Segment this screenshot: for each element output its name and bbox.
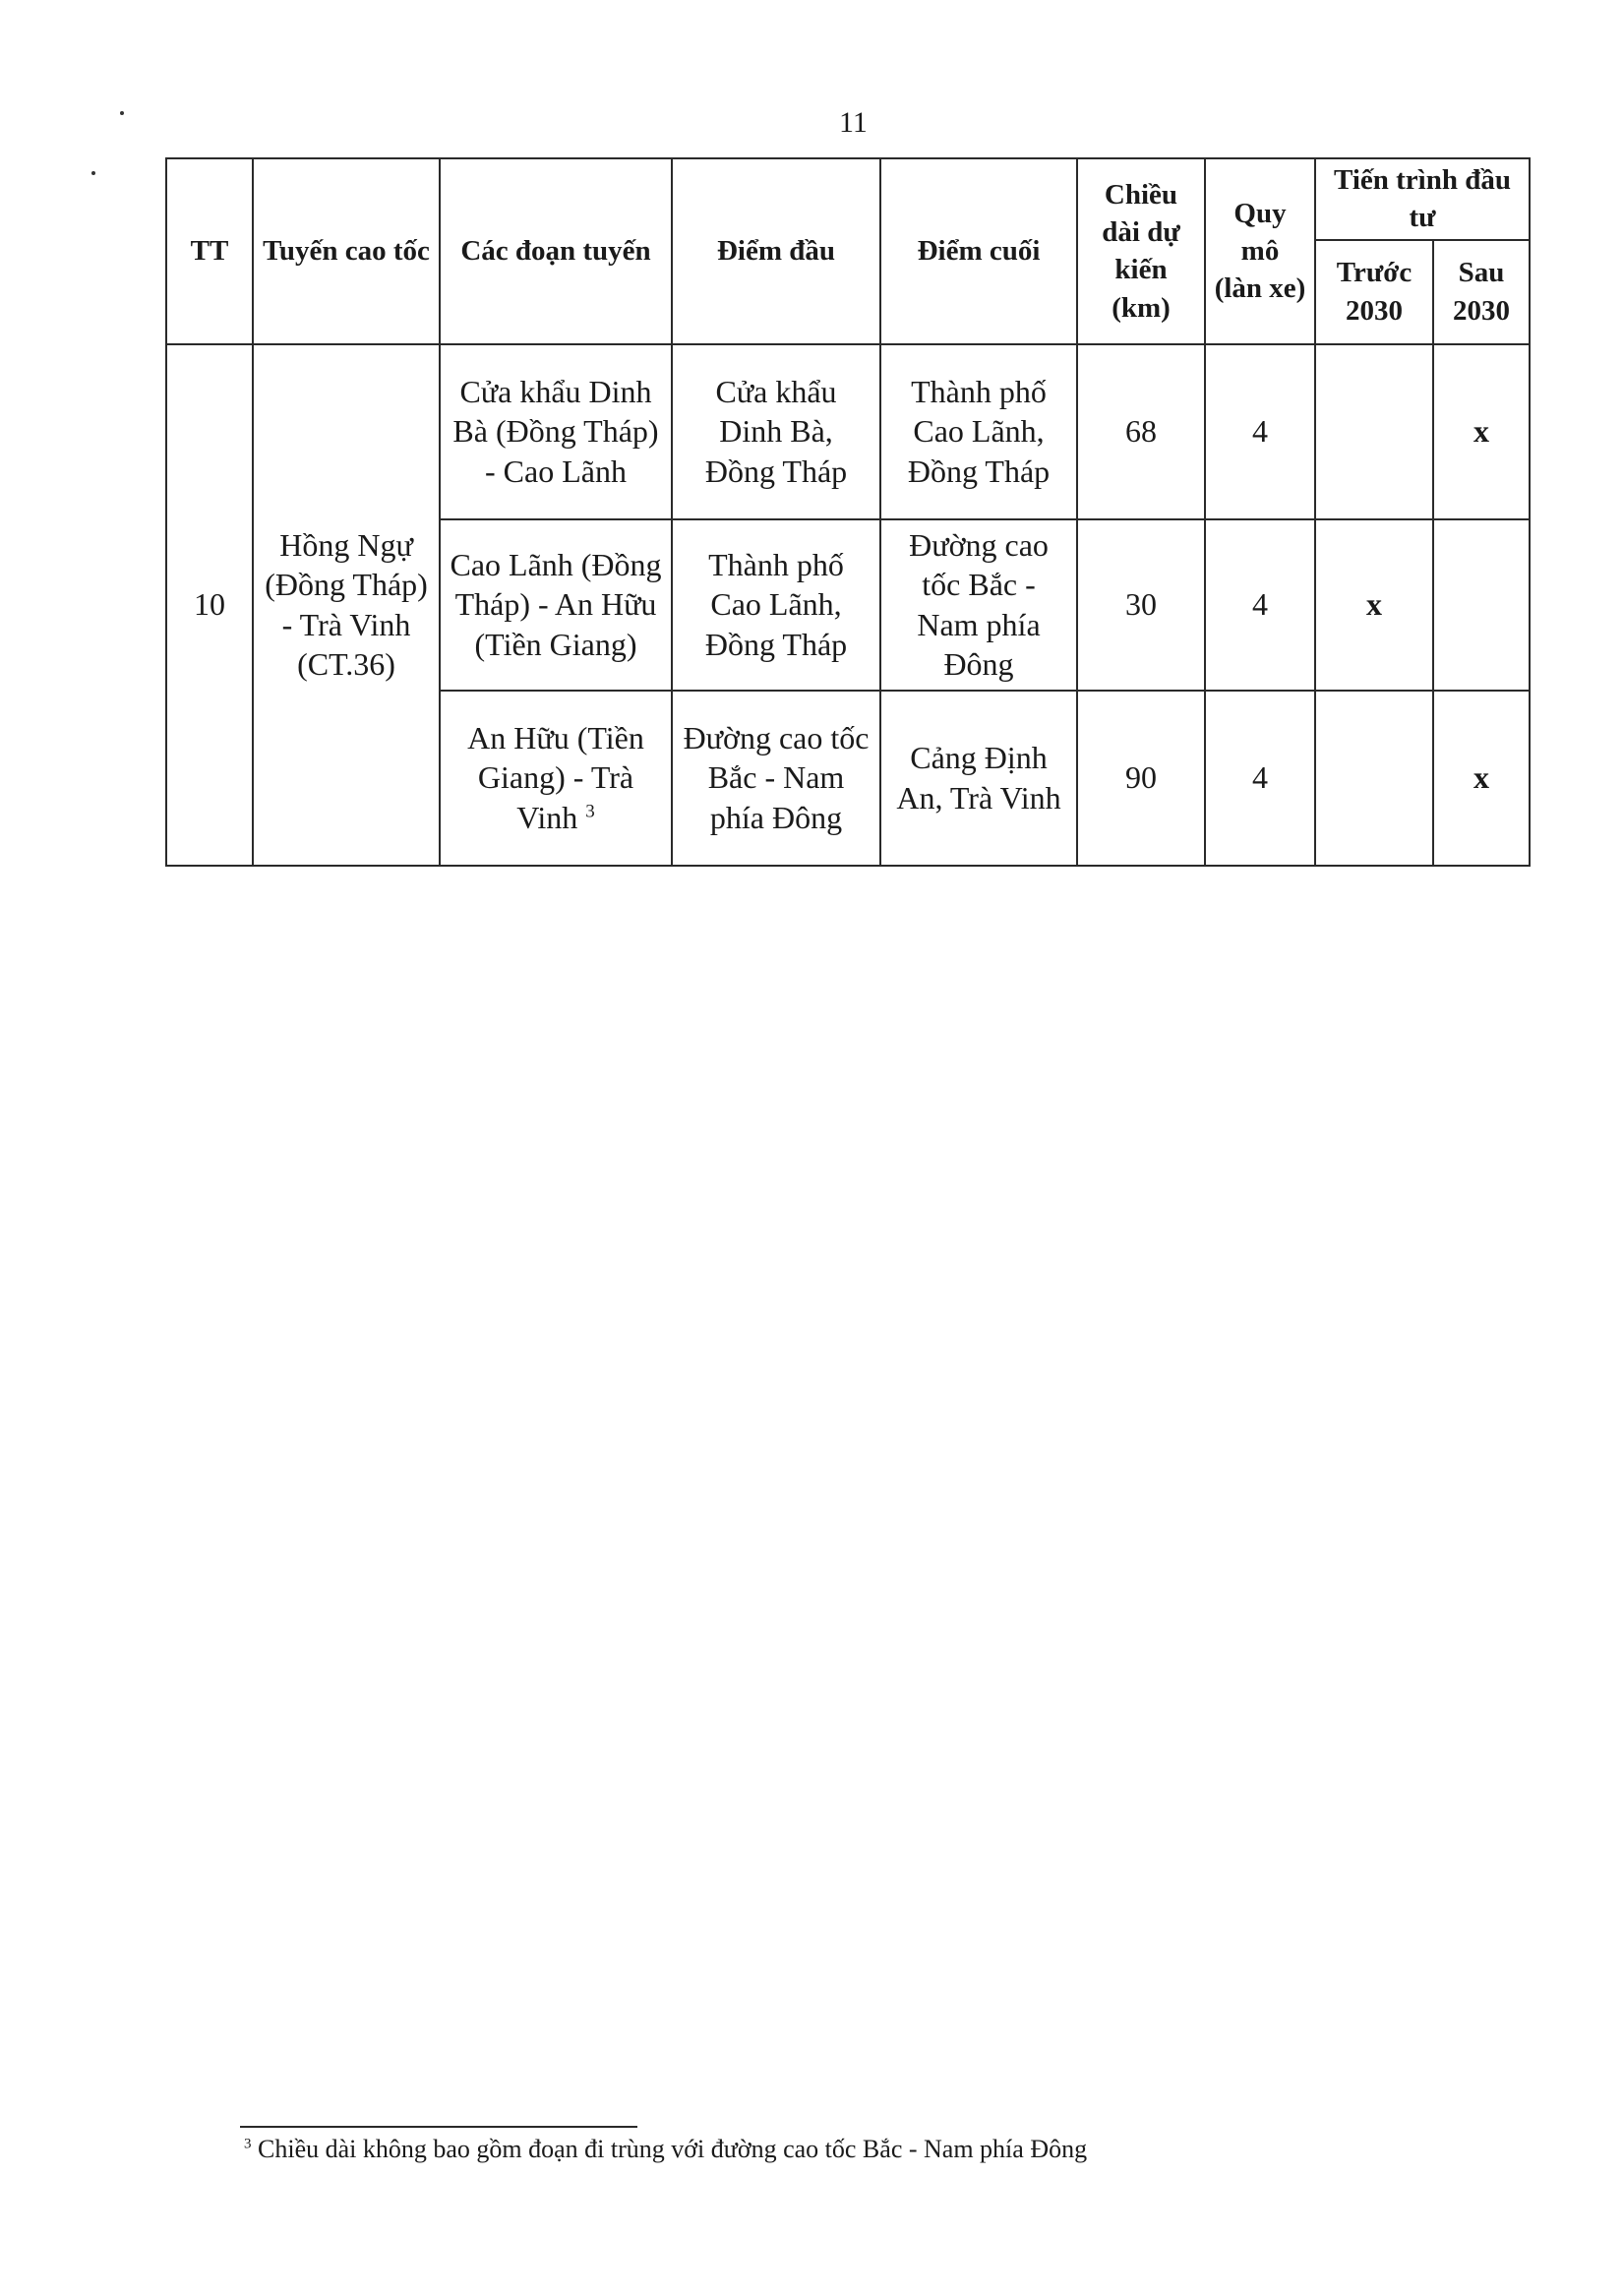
footnote-marker: 3 bbox=[244, 2136, 252, 2152]
header-route: Tuyến cao tốc bbox=[253, 158, 440, 344]
cell-length: 90 bbox=[1077, 691, 1205, 866]
cell-tt: 10 bbox=[166, 344, 253, 866]
header-segments: Các đoạn tuyến bbox=[440, 158, 672, 344]
cell-before-2030 bbox=[1315, 344, 1433, 519]
cell-lanes: 4 bbox=[1205, 344, 1315, 519]
cell-start-point: Cửa khẩu Dinh Bà, Đồng Tháp bbox=[672, 344, 880, 519]
table-header-row bbox=[166, 158, 1530, 240]
cell-lanes: 4 bbox=[1205, 691, 1315, 866]
cell-after-2030 bbox=[1433, 519, 1530, 691]
cell-segment: Cao Lãnh (Đồng Tháp) - An Hữu (Tiền Giang) bbox=[440, 519, 672, 691]
cell-lanes: 4 bbox=[1205, 519, 1315, 691]
scan-speck bbox=[120, 111, 124, 115]
cell-segment: Cửa khẩu Dinh Bà (Đồng Tháp) - Cao Lãnh bbox=[440, 344, 672, 519]
footnote-text: Chiều dài không bao gồm đoạn đi trùng với đường cao tốc Bắc - Nam phía Đông bbox=[258, 2135, 1088, 2163]
footnote-ref: 3 bbox=[585, 801, 595, 822]
cell-segment bbox=[440, 691, 672, 866]
footnote-divider bbox=[240, 2126, 637, 2128]
cell-end-point: Cảng Định An, Trà Vinh bbox=[880, 691, 1077, 866]
cell-length: 30 bbox=[1077, 519, 1205, 691]
header-end-point: Điểm cuối bbox=[880, 158, 1077, 344]
expressway-table bbox=[165, 157, 1531, 867]
cell-end-point: Thành phố Cao Lãnh, Đồng Tháp bbox=[880, 344, 1077, 519]
header-tt: TT bbox=[166, 158, 253, 344]
header-after-2030: Sau 2030 bbox=[1433, 240, 1530, 344]
segment-text: An Hữu (Tiền Giang) - Trà Vinh bbox=[467, 720, 644, 835]
header-scale: Quy mô (làn xe) bbox=[1205, 158, 1315, 344]
cell-before-2030 bbox=[1315, 691, 1433, 866]
header-length: Chiều dài dự kiến (km) bbox=[1077, 158, 1205, 344]
header-start-point: Điểm đầu bbox=[672, 158, 880, 344]
scan-speck bbox=[91, 171, 95, 175]
page-number: 11 bbox=[839, 106, 868, 139]
footnote bbox=[244, 2135, 1087, 2164]
cell-length: 68 bbox=[1077, 344, 1205, 519]
cell-after-2030: x bbox=[1433, 344, 1530, 519]
table-row bbox=[166, 344, 1530, 519]
cell-start-point: Thành phố Cao Lãnh, Đồng Tháp bbox=[672, 519, 880, 691]
cell-after-2030: x bbox=[1433, 691, 1530, 866]
cell-end-point: Đường cao tốc Bắc - Nam phía Đông bbox=[880, 519, 1077, 691]
cell-start-point: Đường cao tốc Bắc - Nam phía Đông bbox=[672, 691, 880, 866]
cell-before-2030: x bbox=[1315, 519, 1433, 691]
header-progress: Tiến trình đầu tư bbox=[1315, 158, 1530, 240]
header-before-2030: Trước 2030 bbox=[1315, 240, 1433, 344]
cell-route: Hồng Ngự (Đồng Tháp) - Trà Vinh (CT.36) bbox=[253, 344, 440, 866]
